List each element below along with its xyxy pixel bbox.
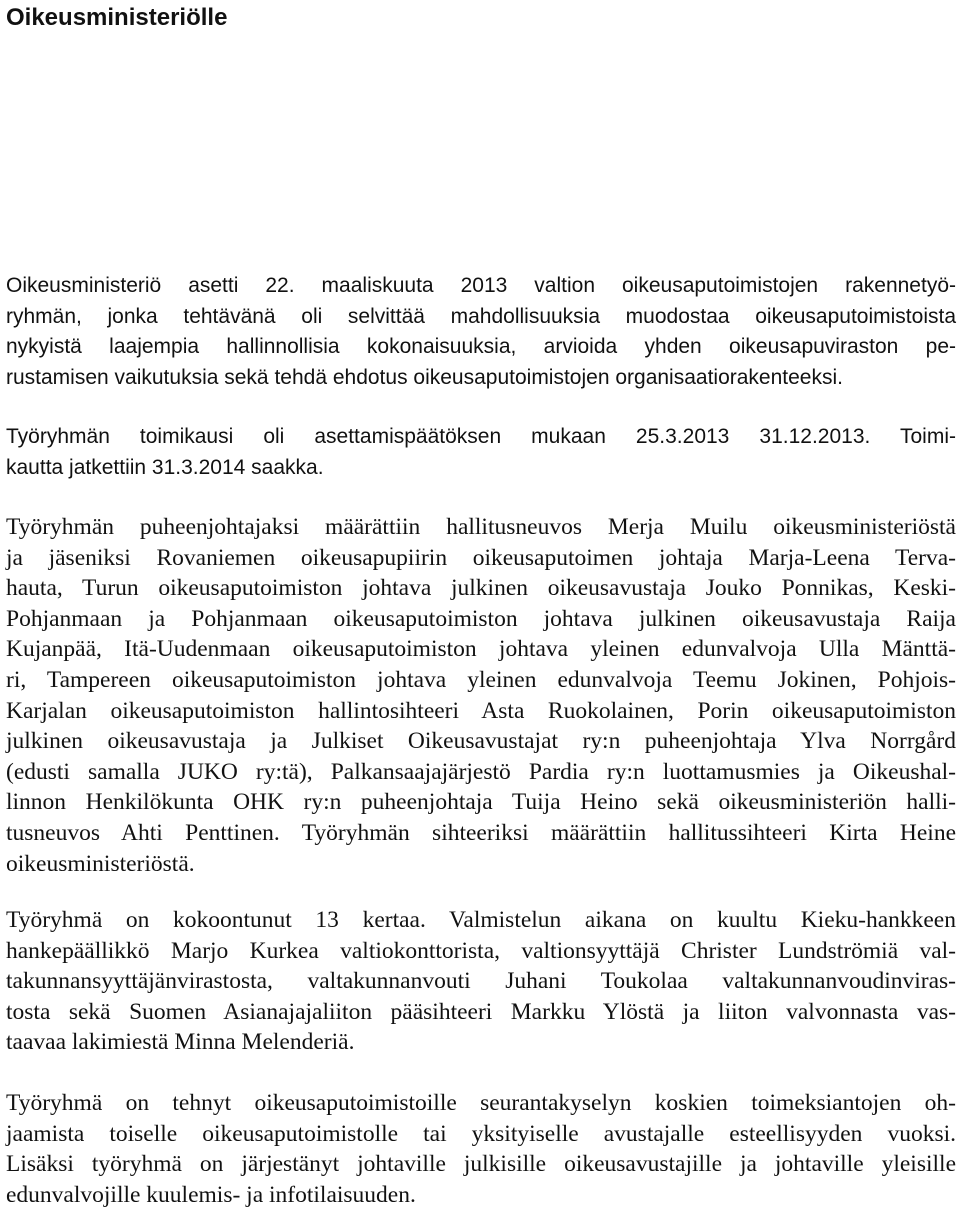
text-line: jaamista toiselle oikeusaputoimistolle tai yksityiselle avustajalle esteellisyyden vuoksi.: [6, 1120, 956, 1147]
text-line: kautta jatkettiin 31.3.2014 saakka.: [6, 455, 324, 479]
paragraph-members: [6, 512, 956, 879]
text-line: Karjalan oikeusaputoimiston hallintosihteeri Asta Ruokolainen, Porin oikeusaputoimiston: [6, 697, 956, 724]
text-line: tosta sekä Suomen Asianajajaliiton pääsihteeri Markku Ylöstä ja liiton valvonnasta vas-: [6, 998, 956, 1025]
text-line: ri, Tampereen oikeusaputoimiston johtava yleinen edunvalvoja Teemu Jokinen, Pohjois-: [6, 666, 956, 693]
text-line: linnon Henkilökunta OHK ry:n puheenjohtaja Tuija Heino sekä oikeusministeriön halli-: [6, 789, 956, 816]
text-line: Pohjanmaan ja Pohjanmaan oikeusaputoimiston johtava julkinen oikeusavustaja Raija: [6, 605, 956, 632]
document-heading: Oikeusministeriölle: [6, 4, 228, 31]
text-line: hankepäällikkö Marjo Kurkea valtiokonttorista, valtionsyyttäjä Christer Lundströmiä val-: [6, 937, 956, 964]
text-line: Kujanpää, Itä-Uudenmaan oikeusaputoimiston johtava yleinen edunvalvoja Ulla Mänttä-: [6, 636, 956, 663]
text-line: Lisäksi työryhmä on järjestänyt johtaville julkisille oikeusavustajille ja johtaville yleisille: [6, 1151, 956, 1178]
text-line: edunvalvojille kuulemis- ja infotilaisuuden.: [6, 1181, 416, 1208]
text-line: ryhmän, jonka tehtävänä oli selvittää mahdollisuuksia muodostaa oikeusaputoimistoista: [6, 304, 956, 328]
text-line: takunnansyyttäjänvirastosta, valtakunnanvouti Juhani Toukolaa valtakunnanvoudinviras-: [6, 968, 956, 995]
text-line: rustamisen vaikutuksia sekä tehdä ehdotus oikeusaputoimistojen organisaatiorakenteeksi.: [6, 365, 843, 389]
paragraph-meetings: [6, 905, 956, 1058]
text-line: Työryhmä on kokoontunut 13 kertaa. Valmistelun aikana on kuultu Kieku-hankkeen: [6, 907, 956, 933]
text-line: hauta, Turun oikeusaputoimiston johtava julkinen oikeusavustaja Jouko Ponnikas, Keski-: [6, 575, 956, 602]
text-line: Oikeusministeriö asetti 22. maaliskuuta 2013 valtion oikeusaputoimistojen rakennetyö-: [6, 274, 956, 297]
text-line: tusneuvos Ahti Penttinen. Työryhmän sihteeriksi määrättiin hallitussihteeri Kirta Heine: [6, 819, 956, 846]
paragraph-term: [6, 422, 956, 483]
document-page: [6, 0, 956, 1208]
text-line: julkinen oikeusavustaja ja Julkiset Oikeusavustajat ry:n puheenjohtaja Ylva Norrgård: [6, 728, 956, 755]
text-line: taavaa lakimiestä Minna Melenderiä.: [6, 1029, 355, 1056]
text-line: Työryhmän toimikausi oli asettamispäätöksen mukaan 25.3.2013 31.12.2013. Toimi-: [6, 425, 956, 448]
text-line: Työryhmä on tehnyt oikeusaputoimistoille seurantakyselyn koskien toimeksiantojen oh-: [6, 1090, 956, 1116]
paragraph-survey: [6, 1088, 956, 1210]
text-line: oikeusministeriöstä.: [6, 850, 195, 877]
paragraph-appointment: [6, 271, 956, 393]
text-line: (edusti samalla JUKO ry:tä), Palkansaajajärjestö Pardia ry:n luottamusmies ja Oikeushal-: [6, 758, 956, 785]
text-line: Työryhmän puheenjohtajaksi määrättiin hallitusneuvos Merja Muilu oikeusministeriöstä: [6, 514, 956, 540]
text-line: ja jäseniksi Rovaniemen oikeusapupiirin oikeusaputoimen johtaja Marja-Leena Terva-: [6, 544, 956, 571]
text-line: nykyistä laajempia hallinnollisia kokonaisuuksia, arvioida yhden oikeusapuviraston pe-: [6, 335, 956, 358]
